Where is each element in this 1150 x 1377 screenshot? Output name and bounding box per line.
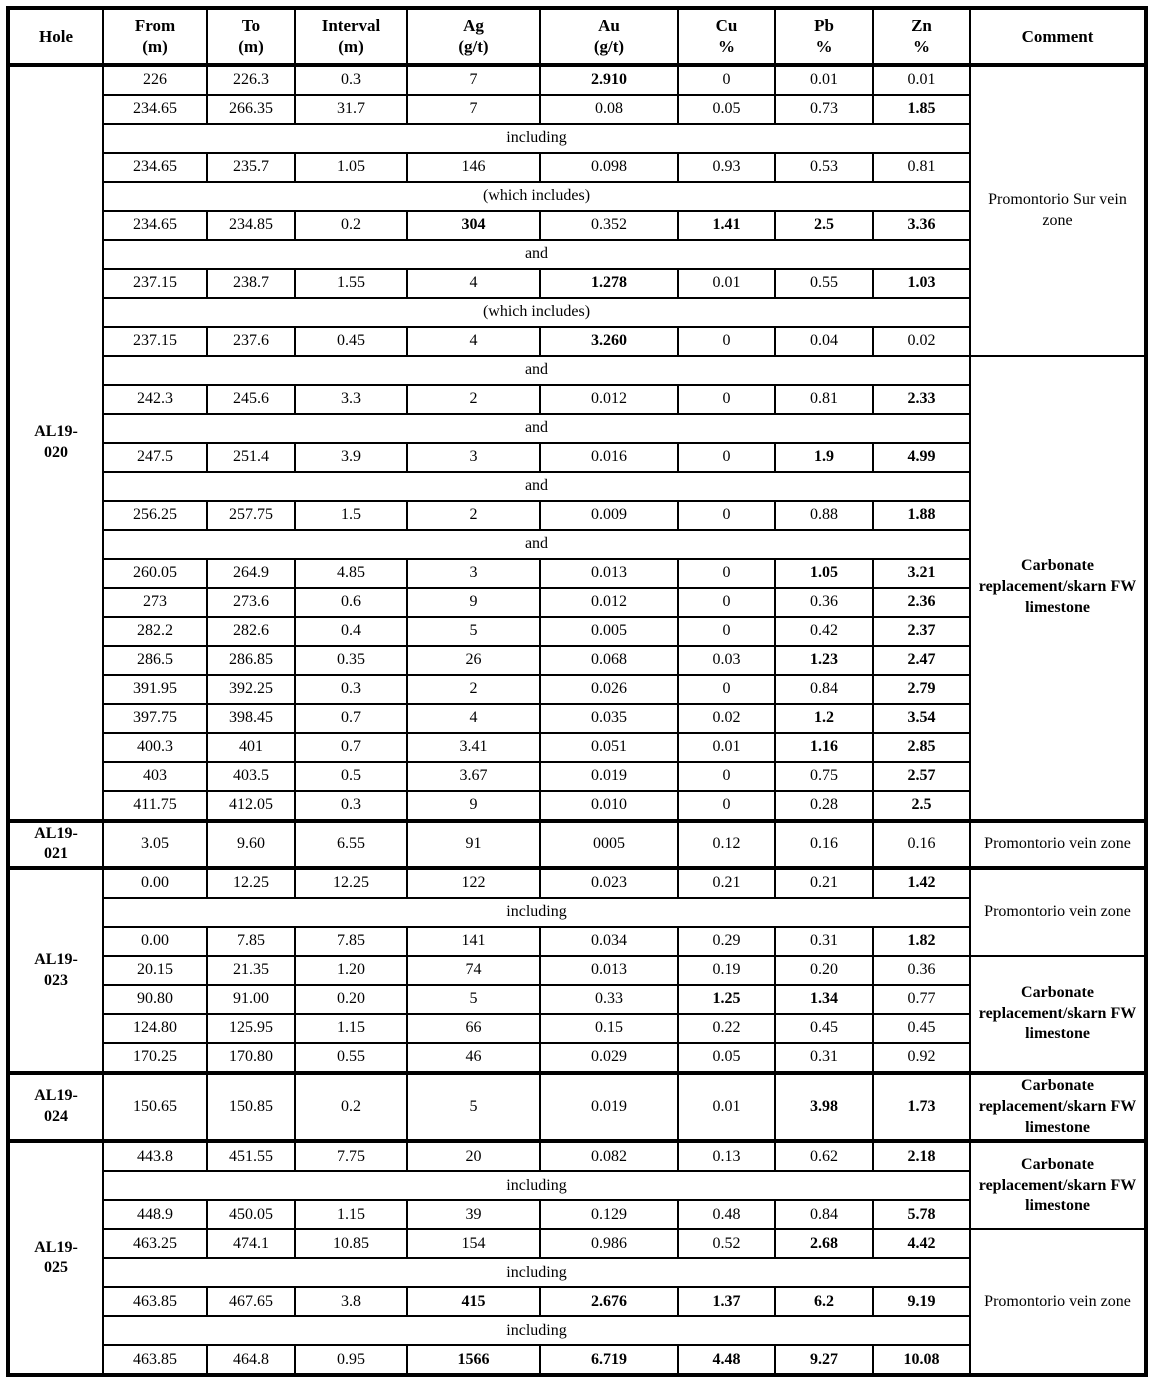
from-cell: 397.75 — [103, 704, 207, 733]
comment-cell: Carbonate replacement/skarn FW limestone — [970, 956, 1146, 1073]
to-cell: 257.75 — [207, 501, 295, 530]
au-cell: 0.986 — [540, 1229, 678, 1258]
ag-cell: 4 — [407, 269, 540, 298]
cu-cell: 0.02 — [678, 704, 775, 733]
ag-cell: 46 — [407, 1043, 540, 1073]
from-cell: 226 — [103, 65, 207, 95]
ag-cell: 3 — [407, 443, 540, 472]
pb-cell: 0.21 — [775, 868, 873, 898]
interval-cell: 0.7 — [295, 733, 407, 762]
interval-cell: 0.6 — [295, 588, 407, 617]
pb-cell: 0.42 — [775, 617, 873, 646]
pb-cell: 0.20 — [775, 956, 873, 985]
column-header-pb: Pb % — [775, 8, 873, 65]
cu-cell: 0.19 — [678, 956, 775, 985]
column-header-to: To (m) — [207, 8, 295, 65]
zn-cell: 0.45 — [873, 1014, 970, 1043]
comment-cell: Carbonate replacement/skarn FW limestone — [970, 1141, 1146, 1229]
interval-cell: 3.9 — [295, 443, 407, 472]
from-cell: 170.25 — [103, 1043, 207, 1073]
to-cell: 245.6 — [207, 385, 295, 414]
to-cell: 264.9 — [207, 559, 295, 588]
interval-cell: 1.5 — [295, 501, 407, 530]
zn-cell: 3.21 — [873, 559, 970, 588]
cu-cell: 0 — [678, 617, 775, 646]
au-cell: 0.33 — [540, 985, 678, 1014]
zn-cell: 2.79 — [873, 675, 970, 704]
ag-cell: 74 — [407, 956, 540, 985]
cu-cell: 0 — [678, 675, 775, 704]
qualifier-label: including — [103, 1316, 970, 1345]
qualifier-label: including — [103, 124, 970, 153]
cu-cell: 0.21 — [678, 868, 775, 898]
ag-cell: 2 — [407, 385, 540, 414]
pb-cell: 0.16 — [775, 821, 873, 869]
au-cell: 0.005 — [540, 617, 678, 646]
from-cell: 237.15 — [103, 269, 207, 298]
cu-cell: 0.12 — [678, 821, 775, 869]
interval-cell: 7.85 — [295, 927, 407, 956]
cu-cell: 0 — [678, 762, 775, 791]
assay-row — [8, 65, 1146, 95]
cu-cell: 0 — [678, 559, 775, 588]
au-cell: 0.019 — [540, 1073, 678, 1141]
to-cell: 12.25 — [207, 868, 295, 898]
cu-cell: 1.37 — [678, 1287, 775, 1316]
interval-cell: 1.05 — [295, 153, 407, 182]
assay-table-body — [8, 65, 1146, 1376]
ag-cell: 9 — [407, 588, 540, 617]
cu-cell: 0.29 — [678, 927, 775, 956]
zn-cell: 10.08 — [873, 1345, 970, 1375]
to-cell: 251.4 — [207, 443, 295, 472]
au-cell: 0.098 — [540, 153, 678, 182]
pb-cell: 0.81 — [775, 385, 873, 414]
to-cell: 450.05 — [207, 1200, 295, 1229]
from-cell: 443.8 — [103, 1141, 207, 1171]
au-cell: 0.012 — [540, 385, 678, 414]
to-cell: 125.95 — [207, 1014, 295, 1043]
cu-cell: 0 — [678, 791, 775, 821]
column-header-interval: Interval (m) — [295, 8, 407, 65]
to-cell: 398.45 — [207, 704, 295, 733]
au-cell: 0.082 — [540, 1141, 678, 1171]
ag-cell: 20 — [407, 1141, 540, 1171]
from-cell: 247.5 — [103, 443, 207, 472]
pb-cell: 1.16 — [775, 733, 873, 762]
qualifier-label: including — [103, 1171, 970, 1200]
cu-cell: 0 — [678, 327, 775, 356]
ag-cell: 146 — [407, 153, 540, 182]
ag-cell: 415 — [407, 1287, 540, 1316]
column-header-zn: Zn % — [873, 8, 970, 65]
au-cell: 0.023 — [540, 868, 678, 898]
from-cell: 234.65 — [103, 211, 207, 240]
au-cell: 0.029 — [540, 1043, 678, 1073]
au-cell: 0.016 — [540, 443, 678, 472]
from-cell: 90.80 — [103, 985, 207, 1014]
pb-cell: 3.98 — [775, 1073, 873, 1141]
au-cell: 0.009 — [540, 501, 678, 530]
pb-cell: 0.53 — [775, 153, 873, 182]
column-header-from: From (m) — [103, 8, 207, 65]
interval-cell: 0.3 — [295, 791, 407, 821]
to-cell: 235.7 — [207, 153, 295, 182]
to-cell: 464.8 — [207, 1345, 295, 1375]
qualifier-label: (which includes) — [103, 182, 970, 211]
interval-cell: 0.45 — [295, 327, 407, 356]
from-cell: 256.25 — [103, 501, 207, 530]
column-header-ag: Ag (g/t) — [407, 8, 540, 65]
zn-cell: 4.42 — [873, 1229, 970, 1258]
comment-cell: Carbonate replacement/skarn FW limestone — [970, 356, 1146, 821]
assay-results-table — [6, 6, 1148, 1377]
au-cell: 0.068 — [540, 646, 678, 675]
pb-cell: 0.31 — [775, 927, 873, 956]
qualifier-label: and — [103, 240, 970, 269]
comment-cell: Promontorio vein zone — [970, 1229, 1146, 1375]
from-cell: 403 — [103, 762, 207, 791]
cu-cell: 1.25 — [678, 985, 775, 1014]
zn-cell: 0.16 — [873, 821, 970, 869]
cu-cell: 0.05 — [678, 95, 775, 124]
pb-cell: 0.04 — [775, 327, 873, 356]
au-cell: 0.15 — [540, 1014, 678, 1043]
cu-cell: 0 — [678, 443, 775, 472]
au-cell: 6.719 — [540, 1345, 678, 1375]
cu-cell: 0.03 — [678, 646, 775, 675]
to-cell: 9.60 — [207, 821, 295, 869]
au-cell: 0005 — [540, 821, 678, 869]
ag-cell: 3.41 — [407, 733, 540, 762]
cu-cell: 0.48 — [678, 1200, 775, 1229]
from-cell: 0.00 — [103, 868, 207, 898]
zn-cell: 3.54 — [873, 704, 970, 733]
qualifier-label: and — [103, 414, 970, 443]
zn-cell: 2.5 — [873, 791, 970, 821]
assay-row — [8, 956, 1146, 985]
interval-cell: 0.2 — [295, 211, 407, 240]
to-cell: 282.6 — [207, 617, 295, 646]
qualifier-row — [8, 356, 1146, 385]
ag-cell: 122 — [407, 868, 540, 898]
cu-cell: 0.22 — [678, 1014, 775, 1043]
pb-cell: 1.23 — [775, 646, 873, 675]
pb-cell: 0.55 — [775, 269, 873, 298]
interval-cell: 12.25 — [295, 868, 407, 898]
cu-cell: 4.48 — [678, 1345, 775, 1375]
interval-cell: 0.4 — [295, 617, 407, 646]
cu-cell: 0.01 — [678, 1073, 775, 1141]
cu-cell: 0 — [678, 501, 775, 530]
ag-cell: 141 — [407, 927, 540, 956]
assay-row — [8, 821, 1146, 869]
zn-cell: 0.81 — [873, 153, 970, 182]
assay-row — [8, 1141, 1146, 1171]
to-cell: 21.35 — [207, 956, 295, 985]
au-cell: 0.352 — [540, 211, 678, 240]
zn-cell: 0.92 — [873, 1043, 970, 1073]
au-cell: 0.010 — [540, 791, 678, 821]
ag-cell: 26 — [407, 646, 540, 675]
to-cell: 238.7 — [207, 269, 295, 298]
zn-cell: 1.85 — [873, 95, 970, 124]
zn-cell: 4.99 — [873, 443, 970, 472]
interval-cell: 1.15 — [295, 1200, 407, 1229]
cu-cell: 0.01 — [678, 733, 775, 762]
au-cell: 0.129 — [540, 1200, 678, 1229]
interval-cell: 0.35 — [295, 646, 407, 675]
from-cell: 3.05 — [103, 821, 207, 869]
au-cell: 0.034 — [540, 927, 678, 956]
cu-cell: 0 — [678, 65, 775, 95]
interval-cell: 3.8 — [295, 1287, 407, 1316]
au-cell: 0.035 — [540, 704, 678, 733]
au-cell: 1.278 — [540, 269, 678, 298]
au-cell: 3.260 — [540, 327, 678, 356]
to-cell: 266.35 — [207, 95, 295, 124]
ag-cell: 9 — [407, 791, 540, 821]
to-cell: 467.65 — [207, 1287, 295, 1316]
pb-cell: 1.2 — [775, 704, 873, 733]
au-cell: 0.08 — [540, 95, 678, 124]
ag-cell: 1566 — [407, 1345, 540, 1375]
cu-cell: 0 — [678, 588, 775, 617]
pb-cell: 9.27 — [775, 1345, 873, 1375]
zn-cell: 1.82 — [873, 927, 970, 956]
from-cell: 463.85 — [103, 1287, 207, 1316]
cu-cell: 0.01 — [678, 269, 775, 298]
interval-cell: 10.85 — [295, 1229, 407, 1258]
zn-cell: 3.36 — [873, 211, 970, 240]
zn-cell: 0.01 — [873, 65, 970, 95]
assay-row — [8, 868, 1146, 898]
from-cell: 0.00 — [103, 927, 207, 956]
qualifier-label: including — [103, 898, 970, 927]
from-cell: 260.05 — [103, 559, 207, 588]
pb-cell: 1.05 — [775, 559, 873, 588]
pb-cell: 1.34 — [775, 985, 873, 1014]
pb-cell: 0.45 — [775, 1014, 873, 1043]
pb-cell: 0.73 — [775, 95, 873, 124]
interval-cell: 1.20 — [295, 956, 407, 985]
pb-cell: 0.28 — [775, 791, 873, 821]
cu-cell: 0 — [678, 385, 775, 414]
interval-cell: 0.3 — [295, 65, 407, 95]
hole-id-cell: AL19- 021 — [8, 821, 103, 869]
pb-cell: 0.75 — [775, 762, 873, 791]
from-cell: 234.65 — [103, 95, 207, 124]
from-cell: 411.75 — [103, 791, 207, 821]
from-cell: 282.2 — [103, 617, 207, 646]
interval-cell: 0.3 — [295, 675, 407, 704]
cu-cell: 0.13 — [678, 1141, 775, 1171]
interval-cell: 0.95 — [295, 1345, 407, 1375]
from-cell: 20.15 — [103, 956, 207, 985]
to-cell: 170.80 — [207, 1043, 295, 1073]
zn-cell: 1.03 — [873, 269, 970, 298]
to-cell: 286.85 — [207, 646, 295, 675]
pb-cell: 0.84 — [775, 675, 873, 704]
ag-cell: 5 — [407, 617, 540, 646]
zn-cell: 9.19 — [873, 1287, 970, 1316]
cu-cell: 0.05 — [678, 1043, 775, 1073]
interval-cell: 0.2 — [295, 1073, 407, 1141]
zn-cell: 0.02 — [873, 327, 970, 356]
hole-id-cell: AL19- 025 — [8, 1141, 103, 1375]
from-cell: 273 — [103, 588, 207, 617]
to-cell: 474.1 — [207, 1229, 295, 1258]
to-cell: 392.25 — [207, 675, 295, 704]
interval-cell: 6.55 — [295, 821, 407, 869]
zn-cell: 2.36 — [873, 588, 970, 617]
zn-cell: 0.77 — [873, 985, 970, 1014]
to-cell: 237.6 — [207, 327, 295, 356]
pb-cell: 0.84 — [775, 1200, 873, 1229]
pb-cell: 0.01 — [775, 65, 873, 95]
cu-cell: 1.41 — [678, 211, 775, 240]
ag-cell: 304 — [407, 211, 540, 240]
au-cell: 2.910 — [540, 65, 678, 95]
ag-cell: 154 — [407, 1229, 540, 1258]
comment-cell: Carbonate replacement/skarn FW limestone — [970, 1073, 1146, 1141]
from-cell: 150.65 — [103, 1073, 207, 1141]
to-cell: 412.05 — [207, 791, 295, 821]
column-header-cu: Cu % — [678, 8, 775, 65]
ag-cell: 3.67 — [407, 762, 540, 791]
from-cell: 400.3 — [103, 733, 207, 762]
from-cell: 448.9 — [103, 1200, 207, 1229]
from-cell: 391.95 — [103, 675, 207, 704]
column-header-au: Au (g/t) — [540, 8, 678, 65]
pb-cell: 0.62 — [775, 1141, 873, 1171]
comment-cell: Promontorio vein zone — [970, 821, 1146, 869]
interval-cell: 31.7 — [295, 95, 407, 124]
interval-cell: 0.5 — [295, 762, 407, 791]
interval-cell: 0.20 — [295, 985, 407, 1014]
zn-cell: 2.33 — [873, 385, 970, 414]
qualifier-label: and — [103, 472, 970, 501]
comment-cell: Promontorio Sur vein zone — [970, 65, 1146, 356]
zn-cell: 0.36 — [873, 956, 970, 985]
comment-cell: Promontorio vein zone — [970, 868, 1146, 956]
zn-cell: 2.18 — [873, 1141, 970, 1171]
ag-cell: 66 — [407, 1014, 540, 1043]
pb-cell: 0.36 — [775, 588, 873, 617]
column-header-hole: Hole — [8, 8, 103, 65]
to-cell: 234.85 — [207, 211, 295, 240]
interval-cell: 4.85 — [295, 559, 407, 588]
qualifier-label: (which includes) — [103, 298, 970, 327]
interval-cell: 0.7 — [295, 704, 407, 733]
hole-id-cell: AL19- 020 — [8, 65, 103, 821]
zn-cell: 2.47 — [873, 646, 970, 675]
qualifier-label: and — [103, 530, 970, 559]
zn-cell: 2.85 — [873, 733, 970, 762]
to-cell: 451.55 — [207, 1141, 295, 1171]
au-cell: 0.013 — [540, 559, 678, 588]
to-cell: 403.5 — [207, 762, 295, 791]
ag-cell: 3 — [407, 559, 540, 588]
ag-cell: 2 — [407, 675, 540, 704]
ag-cell: 5 — [407, 1073, 540, 1141]
au-cell: 2.676 — [540, 1287, 678, 1316]
au-cell: 0.013 — [540, 956, 678, 985]
zn-cell: 1.88 — [873, 501, 970, 530]
interval-cell: 3.3 — [295, 385, 407, 414]
from-cell: 463.25 — [103, 1229, 207, 1258]
to-cell: 150.85 — [207, 1073, 295, 1141]
zn-cell: 2.57 — [873, 762, 970, 791]
from-cell: 124.80 — [103, 1014, 207, 1043]
pb-cell: 6.2 — [775, 1287, 873, 1316]
to-cell: 7.85 — [207, 927, 295, 956]
pb-cell: 0.31 — [775, 1043, 873, 1073]
ag-cell: 39 — [407, 1200, 540, 1229]
to-cell: 401 — [207, 733, 295, 762]
au-cell: 0.019 — [540, 762, 678, 791]
assay-row — [8, 1073, 1146, 1141]
zn-cell: 1.42 — [873, 868, 970, 898]
zn-cell: 1.73 — [873, 1073, 970, 1141]
hole-id-cell: AL19- 024 — [8, 1073, 103, 1141]
from-cell: 242.3 — [103, 385, 207, 414]
pb-cell: 2.68 — [775, 1229, 873, 1258]
to-cell: 226.3 — [207, 65, 295, 95]
ag-cell: 7 — [407, 95, 540, 124]
from-cell: 237.15 — [103, 327, 207, 356]
qualifier-label: and — [103, 356, 970, 385]
from-cell: 463.85 — [103, 1345, 207, 1375]
au-cell: 0.051 — [540, 733, 678, 762]
au-cell: 0.026 — [540, 675, 678, 704]
cu-cell: 0.93 — [678, 153, 775, 182]
zn-cell: 2.37 — [873, 617, 970, 646]
to-cell: 91.00 — [207, 985, 295, 1014]
ag-cell: 2 — [407, 501, 540, 530]
header-row — [8, 8, 1146, 65]
to-cell: 273.6 — [207, 588, 295, 617]
ag-cell: 4 — [407, 704, 540, 733]
interval-cell: 1.55 — [295, 269, 407, 298]
pb-cell: 1.9 — [775, 443, 873, 472]
ag-cell: 5 — [407, 985, 540, 1014]
from-cell: 286.5 — [103, 646, 207, 675]
ag-cell: 4 — [407, 327, 540, 356]
interval-cell: 0.55 — [295, 1043, 407, 1073]
au-cell: 0.012 — [540, 588, 678, 617]
interval-cell: 1.15 — [295, 1014, 407, 1043]
pb-cell: 2.5 — [775, 211, 873, 240]
assay-row — [8, 1229, 1146, 1258]
column-header-comment: Comment — [970, 8, 1146, 65]
zn-cell: 5.78 — [873, 1200, 970, 1229]
cu-cell: 0.52 — [678, 1229, 775, 1258]
ag-cell: 91 — [407, 821, 540, 869]
qualifier-label: including — [103, 1258, 970, 1287]
pb-cell: 0.88 — [775, 501, 873, 530]
ag-cell: 7 — [407, 65, 540, 95]
interval-cell: 7.75 — [295, 1141, 407, 1171]
hole-id-cell: AL19- 023 — [8, 868, 103, 1073]
from-cell: 234.65 — [103, 153, 207, 182]
